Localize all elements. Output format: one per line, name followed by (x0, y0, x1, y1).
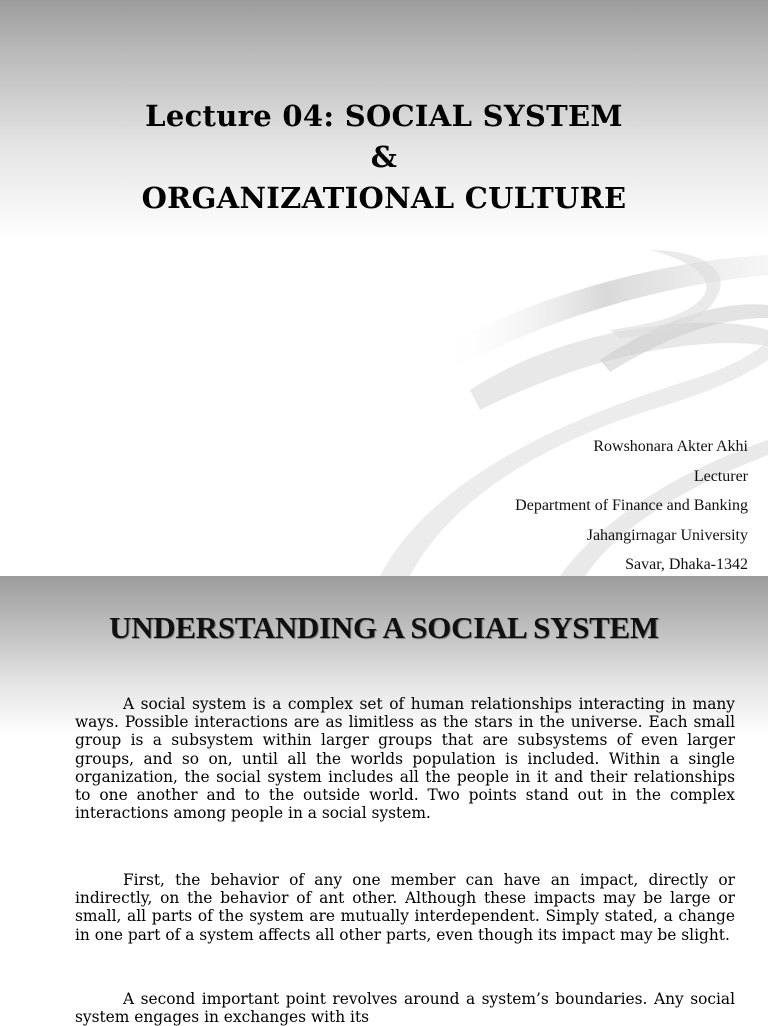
author-position: Lecturer (693, 467, 748, 485)
title-line-2: ORGANIZATIONAL CULTURE (141, 181, 627, 215)
author-university: Jahangirnagar University (586, 526, 748, 544)
paragraph-3 (75, 990, 735, 1026)
author-info (515, 432, 748, 576)
title-line-1: Lecture 04: SOCIAL SYSTEM (145, 99, 623, 133)
paragraph-2-text: First, the behavior of any one member can have an impact, directly or indirectly, on the behavior of ant other. Although these impacts may be large or small, all parts of the system are mutually interdependent. Simply stated, a change in one part of a system affects all other parts, even though its impact may be slight. (75, 871, 735, 944)
lecture-title (0, 96, 768, 219)
title-ampersand: & (370, 140, 398, 174)
paragraph-2 (75, 871, 735, 944)
slide-heading: UNDERSTANDING A SOCIAL SYSTEM (109, 610, 659, 645)
paragraph-1-text: A social system is a complex set of human relationships interacting in many ways. Possible interactions are as limitless as the stars in the universe. Each small group is a subsystem within larger groups that are subsystems of even larger groups, and so on, until all the worlds population is included. Within a single organization, the social system includes all the people in it and their relationships to one another and to the outside world. Two points stand out in the complex interactions among people in a social system. (75, 695, 735, 823)
author-address: Savar, Dhaka-1342 (625, 556, 748, 573)
paragraph-1 (75, 695, 735, 822)
author-name: Rowshonara Akter Akhi (593, 438, 748, 455)
author-department: Department of Finance and Banking (515, 497, 748, 514)
paragraph-3-text: A second important point revolves around a system’s boundaries. Any social system engages in exchanges with its (75, 990, 735, 1026)
